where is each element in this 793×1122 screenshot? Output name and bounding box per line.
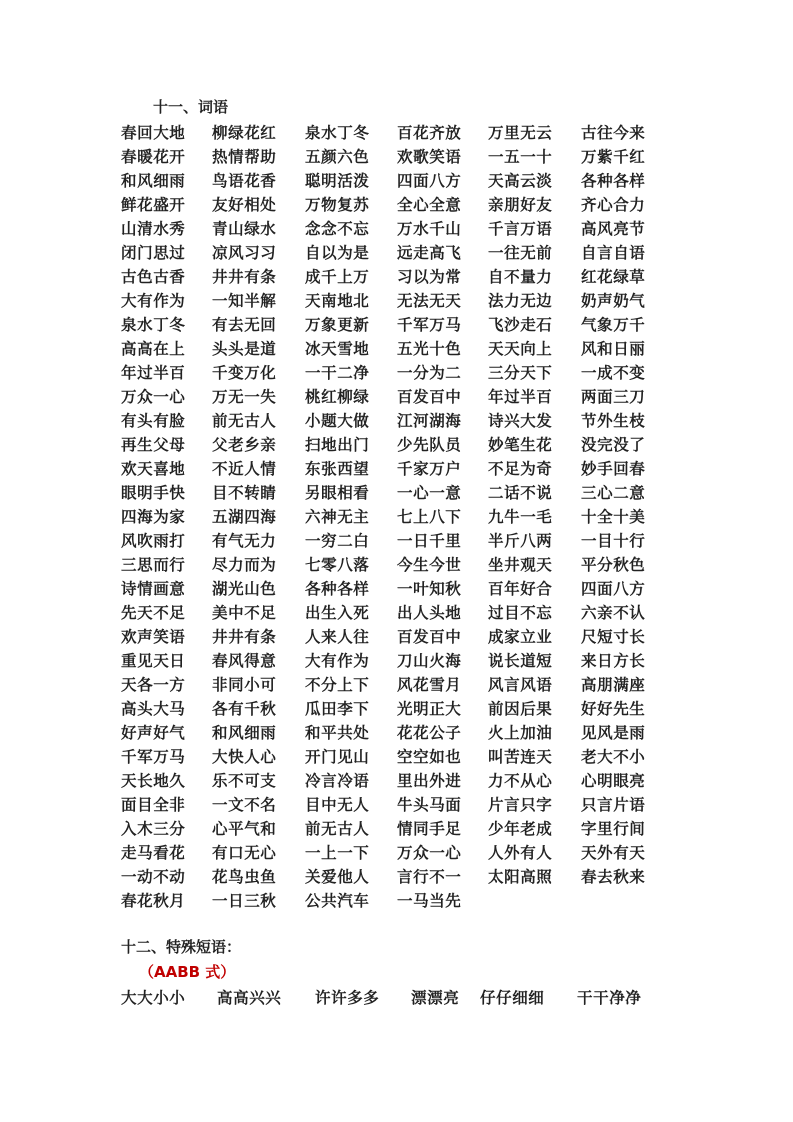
word-cell: 各种各样 bbox=[581, 172, 646, 190]
word-row bbox=[121, 817, 681, 841]
word-cell: 光明正大 bbox=[397, 700, 462, 718]
word-cell: 扫地出门 bbox=[305, 436, 370, 454]
word-cell: 高头大马 bbox=[121, 700, 186, 718]
word-cell: 另眼相看 bbox=[305, 484, 370, 502]
word-cell: 九牛一毛 bbox=[488, 508, 553, 526]
word-cell: 出人头地 bbox=[397, 604, 462, 622]
word-cell: 非同小可 bbox=[212, 676, 277, 694]
word-cell: 前无古人 bbox=[212, 412, 277, 430]
aabb-phrase: 许许多多 bbox=[315, 989, 380, 1007]
word-cell: 入木三分 bbox=[121, 820, 186, 838]
word-cell: 有头有脸 bbox=[121, 412, 186, 430]
word-cell: 一成不变 bbox=[581, 364, 646, 382]
word-cell: 热情帮助 bbox=[212, 148, 277, 166]
word-cell: 风吹雨打 bbox=[121, 532, 186, 550]
word-cell: 各种各样 bbox=[305, 580, 370, 598]
word-cell: 百年好合 bbox=[488, 580, 553, 598]
word-cell: 两面三刀 bbox=[581, 388, 646, 406]
word-row bbox=[121, 553, 681, 577]
word-cell: 面目全非 bbox=[121, 796, 186, 814]
word-cell: 有气无力 bbox=[212, 532, 277, 550]
word-cell: 火上加油 bbox=[488, 724, 553, 742]
word-cell: 青山绿水 bbox=[212, 220, 277, 238]
word-cell: 亲朋好友 bbox=[488, 196, 553, 214]
word-cell: 父老乡亲 bbox=[212, 436, 277, 454]
word-cell: 年过半百 bbox=[121, 364, 186, 382]
aabb-phrase: 漂漂亮 bbox=[411, 989, 460, 1007]
word-cell: 有口无心 bbox=[212, 844, 277, 862]
word-row bbox=[121, 409, 681, 433]
word-cell: 刀山火海 bbox=[397, 652, 462, 670]
word-cell: 尽力而为 bbox=[212, 556, 277, 574]
word-cell: 千变万化 bbox=[212, 364, 277, 382]
word-cell: 无法无天 bbox=[397, 292, 462, 310]
word-cell: 公共汽车 bbox=[305, 892, 370, 910]
word-cell: 开门见山 bbox=[305, 748, 370, 766]
word-cell: 天南地北 bbox=[305, 292, 370, 310]
word-row bbox=[121, 697, 681, 721]
word-cell: 空空如也 bbox=[397, 748, 462, 766]
word-row bbox=[121, 793, 681, 817]
word-cell: 春暖花开 bbox=[121, 148, 186, 166]
word-cell: 天外有天 bbox=[581, 844, 646, 862]
word-cell: 里出外进 bbox=[397, 772, 462, 790]
word-cell: 诗情画意 bbox=[121, 580, 186, 598]
word-cell: 高朋满座 bbox=[581, 676, 646, 694]
word-row bbox=[121, 529, 681, 553]
word-cell: 一上一下 bbox=[305, 844, 370, 862]
word-cell: 一目十行 bbox=[581, 532, 646, 550]
section-heading-11: 十一、词语 bbox=[153, 98, 229, 116]
word-row bbox=[121, 145, 681, 169]
word-cell: 重见天日 bbox=[121, 652, 186, 670]
word-cell: 前因后果 bbox=[488, 700, 553, 718]
section-heading-12: 十二、特殊短语： bbox=[121, 938, 242, 956]
word-row bbox=[121, 745, 681, 769]
word-cell: 自不量力 bbox=[488, 268, 553, 286]
word-row bbox=[121, 337, 681, 361]
word-cell: 片言只字 bbox=[488, 796, 553, 814]
word-cell: 不足为奇 bbox=[488, 460, 553, 478]
word-cell: 一分为二 bbox=[397, 364, 462, 382]
word-cell: 天高云淡 bbox=[488, 172, 553, 190]
word-cell: 少年老成 bbox=[488, 820, 553, 838]
aabb-phrase: 高高兴兴 bbox=[217, 989, 282, 1007]
word-row bbox=[121, 865, 681, 889]
word-cell: 春风得意 bbox=[212, 652, 277, 670]
word-cell: 万物复苏 bbox=[305, 196, 370, 214]
word-cell: 目中无人 bbox=[305, 796, 370, 814]
word-cell: 头头是道 bbox=[212, 340, 277, 358]
word-cell: 万水千山 bbox=[397, 220, 462, 238]
word-cell: 远走高飞 bbox=[397, 244, 462, 262]
word-cell: 美中不足 bbox=[212, 604, 277, 622]
word-cell: 天各一方 bbox=[121, 676, 186, 694]
word-row bbox=[121, 457, 681, 481]
word-cell: 妙笔生花 bbox=[488, 436, 553, 454]
word-cell: 一知半解 bbox=[212, 292, 277, 310]
word-cell: 天天向上 bbox=[488, 340, 553, 358]
word-cell: 井井有条 bbox=[212, 268, 277, 286]
word-cell: 一往无前 bbox=[488, 244, 553, 262]
word-cell: 全心全意 bbox=[397, 196, 462, 214]
word-cell: 走马看花 bbox=[121, 844, 186, 862]
aabb-row bbox=[121, 986, 721, 1010]
word-cell: 法力无边 bbox=[488, 292, 553, 310]
word-cell: 五颜六色 bbox=[305, 148, 370, 166]
word-cell: 尺短寸长 bbox=[581, 628, 646, 646]
word-cell: 泉水丁冬 bbox=[121, 316, 186, 334]
word-cell: 闭门思过 bbox=[121, 244, 186, 262]
word-cell: 来日方长 bbox=[581, 652, 646, 670]
word-cell: 鸟语花香 bbox=[212, 172, 277, 190]
word-cell: 坐井观天 bbox=[488, 556, 553, 574]
word-cell: 千家万户 bbox=[397, 460, 462, 478]
word-cell: 目不转睛 bbox=[212, 484, 277, 502]
word-row bbox=[121, 361, 681, 385]
word-cell: 山清水秀 bbox=[121, 220, 186, 238]
word-cell: 万众一心 bbox=[121, 388, 186, 406]
word-cell: 千军万马 bbox=[397, 316, 462, 334]
word-cell: 欢声笑语 bbox=[121, 628, 186, 646]
word-row bbox=[121, 673, 681, 697]
word-cell: 七上八下 bbox=[397, 508, 462, 526]
word-cell: 千言万语 bbox=[488, 220, 553, 238]
word-row bbox=[121, 481, 681, 505]
word-cell: 奶声奶气 bbox=[581, 292, 646, 310]
word-cell: 节外生枝 bbox=[581, 412, 646, 430]
word-cell: 一马当先 bbox=[397, 892, 462, 910]
word-cell: 好声好气 bbox=[121, 724, 186, 742]
word-cell: 好好先生 bbox=[581, 700, 646, 718]
word-cell: 天长地久 bbox=[121, 772, 186, 790]
word-cell: 古色古香 bbox=[121, 268, 186, 286]
word-cell: 一叶知秋 bbox=[397, 580, 462, 598]
word-row bbox=[121, 625, 681, 649]
word-cell: 泉水丁冬 bbox=[305, 124, 370, 142]
word-cell: 先天不足 bbox=[121, 604, 186, 622]
word-cell: 三思而行 bbox=[121, 556, 186, 574]
word-cell: 和平共处 bbox=[305, 724, 370, 742]
word-cell: 风花雪月 bbox=[397, 676, 462, 694]
word-cell: 江河湖海 bbox=[397, 412, 462, 430]
word-cell: 桃红柳绿 bbox=[305, 388, 370, 406]
word-cell: 心平气和 bbox=[212, 820, 277, 838]
word-cell: 欢歌笑语 bbox=[397, 148, 462, 166]
word-cell: 万里无云 bbox=[488, 124, 553, 142]
word-cell: 老大不小 bbox=[581, 748, 646, 766]
word-cell: 四面八方 bbox=[581, 580, 646, 598]
word-cell: 千军万马 bbox=[121, 748, 186, 766]
word-cell: 叫苦连天 bbox=[488, 748, 553, 766]
word-cell: 成千上万 bbox=[305, 268, 370, 286]
word-cell: 大有作为 bbox=[305, 652, 370, 670]
word-cell: 五湖四海 bbox=[212, 508, 277, 526]
word-cell: 鲜花盛开 bbox=[121, 196, 186, 214]
word-cell: 人来人往 bbox=[305, 628, 370, 646]
word-row bbox=[121, 505, 681, 529]
word-cell: 一心一意 bbox=[397, 484, 462, 502]
word-row bbox=[121, 289, 681, 313]
word-cell: 心明眼亮 bbox=[581, 772, 646, 790]
word-row bbox=[121, 577, 681, 601]
word-cell: 古往今来 bbox=[581, 124, 646, 142]
word-cell: 成家立业 bbox=[488, 628, 553, 646]
word-cell: 今生今世 bbox=[397, 556, 462, 574]
word-row bbox=[121, 841, 681, 865]
word-cell: 二话不说 bbox=[488, 484, 553, 502]
word-cell: 牛头马面 bbox=[397, 796, 462, 814]
word-cell: 眼明手快 bbox=[121, 484, 186, 502]
word-cell: 半斤八两 bbox=[488, 532, 553, 550]
word-cell: 不分上下 bbox=[305, 676, 370, 694]
word-cell: 少先队员 bbox=[397, 436, 462, 454]
word-cell: 小题大做 bbox=[305, 412, 370, 430]
word-cell: 情同手足 bbox=[397, 820, 462, 838]
word-cell: 十全十美 bbox=[581, 508, 646, 526]
word-cell: 一干二净 bbox=[305, 364, 370, 382]
word-cell: 万众一心 bbox=[397, 844, 462, 862]
word-cell: 六神无主 bbox=[305, 508, 370, 526]
word-cell: 关爱他人 bbox=[305, 868, 370, 886]
word-cell: 欢天喜地 bbox=[121, 460, 186, 478]
word-cell: 出生入死 bbox=[305, 604, 370, 622]
word-cell: 冰天雪地 bbox=[305, 340, 370, 358]
word-cell: 聪明活泼 bbox=[305, 172, 370, 190]
word-cell: 百发百中 bbox=[397, 628, 462, 646]
word-cell: 春回大地 bbox=[121, 124, 186, 142]
word-cell: 百花齐放 bbox=[397, 124, 462, 142]
word-row bbox=[121, 889, 681, 913]
word-cell: 飞沙走石 bbox=[488, 316, 553, 334]
word-cell: 气象万千 bbox=[581, 316, 646, 334]
word-cell: 乐不可支 bbox=[212, 772, 277, 790]
word-cell: 瓜田李下 bbox=[305, 700, 370, 718]
word-cell: 红花绿草 bbox=[581, 268, 646, 286]
word-cell: 念念不忘 bbox=[305, 220, 370, 238]
word-cell: 三分天下 bbox=[488, 364, 553, 382]
word-cell: 三心二意 bbox=[581, 484, 646, 502]
word-row bbox=[121, 313, 681, 337]
word-row bbox=[121, 385, 681, 409]
word-row bbox=[121, 121, 681, 145]
aabb-phrase: 仔仔细细 bbox=[480, 989, 545, 1007]
word-cell: 井井有条 bbox=[212, 628, 277, 646]
word-cell: 不近人情 bbox=[212, 460, 277, 478]
word-cell: 大快人心 bbox=[212, 748, 277, 766]
word-cell: 四海为家 bbox=[121, 508, 186, 526]
word-cell: 一动不动 bbox=[121, 868, 186, 886]
word-cell: 春去秋来 bbox=[581, 868, 646, 886]
word-cell: 风言风语 bbox=[488, 676, 553, 694]
word-cell: 六亲不认 bbox=[581, 604, 646, 622]
word-cell: 前无古人 bbox=[305, 820, 370, 838]
word-row bbox=[121, 769, 681, 793]
word-cell: 高风亮节 bbox=[581, 220, 646, 238]
word-cell: 和风细雨 bbox=[121, 172, 186, 190]
word-cell: 七零八落 bbox=[305, 556, 370, 574]
word-cell: 字里行间 bbox=[581, 820, 646, 838]
word-cell: 花花公子 bbox=[397, 724, 462, 742]
word-cell: 和风细雨 bbox=[212, 724, 277, 742]
word-row bbox=[121, 721, 681, 745]
word-cell: 齐心合力 bbox=[581, 196, 646, 214]
word-cell: 一日千里 bbox=[397, 532, 462, 550]
word-cell: 一五一十 bbox=[488, 148, 553, 166]
word-row bbox=[121, 265, 681, 289]
word-cell: 五光十色 bbox=[397, 340, 462, 358]
word-cell: 友好相处 bbox=[212, 196, 277, 214]
word-cell: 没完没了 bbox=[581, 436, 646, 454]
word-cell: 湖光山色 bbox=[212, 580, 277, 598]
word-cell: 诗兴大发 bbox=[488, 412, 553, 430]
word-cell: 一穷二白 bbox=[305, 532, 370, 550]
word-cell: 只言片语 bbox=[581, 796, 646, 814]
word-cell: 太阳高照 bbox=[488, 868, 553, 886]
word-row bbox=[121, 169, 681, 193]
word-row bbox=[121, 601, 681, 625]
aabb-phrase: 大大小小 bbox=[121, 989, 186, 1007]
word-cell: 人外有人 bbox=[488, 844, 553, 862]
word-row bbox=[121, 193, 681, 217]
word-cell: 花鸟虫鱼 bbox=[212, 868, 277, 886]
word-cell: 百发百中 bbox=[397, 388, 462, 406]
word-cell: 高高在上 bbox=[121, 340, 186, 358]
word-cell: 一日三秋 bbox=[212, 892, 277, 910]
word-cell: 风和日丽 bbox=[581, 340, 646, 358]
word-cell: 说长道短 bbox=[488, 652, 553, 670]
word-cell: 大有作为 bbox=[121, 292, 186, 310]
word-cell: 见风是雨 bbox=[581, 724, 646, 742]
word-row bbox=[121, 217, 681, 241]
word-cell: 东张西望 bbox=[305, 460, 370, 478]
word-cell: 春花秋月 bbox=[121, 892, 186, 910]
word-cell: 过目不忘 bbox=[488, 604, 553, 622]
word-cell: 柳绿花红 bbox=[212, 124, 277, 142]
word-row bbox=[121, 241, 681, 265]
word-cell: 年过半百 bbox=[488, 388, 553, 406]
word-cell: 习以为常 bbox=[397, 268, 462, 286]
word-cell: 一文不名 bbox=[212, 796, 277, 814]
word-row bbox=[121, 649, 681, 673]
word-cell: 万无一失 bbox=[212, 388, 277, 406]
word-cell: 平分秋色 bbox=[581, 556, 646, 574]
word-cell: 有去无回 bbox=[212, 316, 277, 334]
word-cell: 自以为是 bbox=[305, 244, 370, 262]
word-cell: 妙手回春 bbox=[581, 460, 646, 478]
word-cell: 万象更新 bbox=[305, 316, 370, 334]
word-cell: 冷言冷语 bbox=[305, 772, 370, 790]
word-cell: 再生父母 bbox=[121, 436, 186, 454]
aabb-subheading: （AABB 式） bbox=[139, 963, 236, 981]
word-cell: 万紫千红 bbox=[581, 148, 646, 166]
word-row bbox=[121, 433, 681, 457]
word-cell: 凉风习习 bbox=[212, 244, 277, 262]
aabb-phrase: 干干净净 bbox=[577, 989, 642, 1007]
word-cell: 四面八方 bbox=[397, 172, 462, 190]
word-grid bbox=[121, 121, 681, 913]
word-cell: 力不从心 bbox=[488, 772, 553, 790]
word-cell: 自言自语 bbox=[581, 244, 646, 262]
word-cell: 言行不一 bbox=[397, 868, 462, 886]
word-cell: 各有千秋 bbox=[212, 700, 277, 718]
